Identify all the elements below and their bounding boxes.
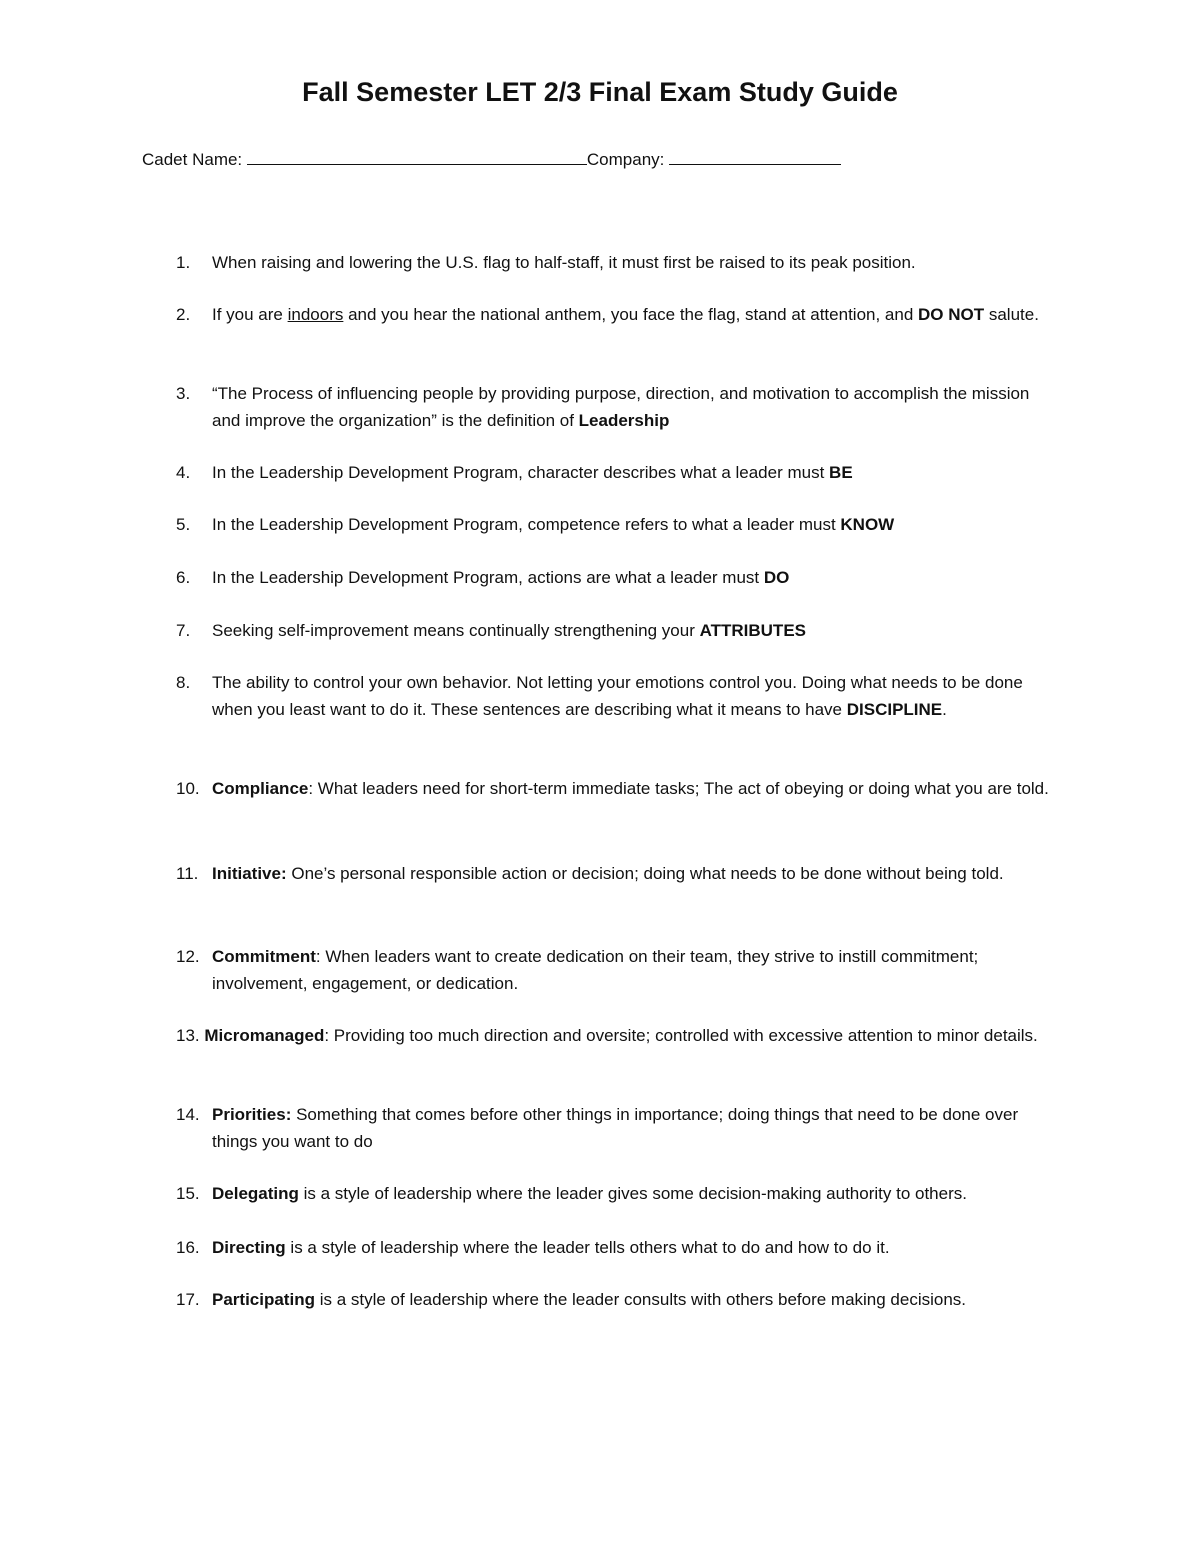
item-number: 5. xyxy=(176,515,191,534)
bold-term: KNOW xyxy=(840,515,895,534)
bold-term: Participating xyxy=(212,1290,315,1309)
cadet-name-label: Cadet Name: xyxy=(142,150,243,169)
item-text: “The Process of influencing people by providing purpose, direction, and motivation to accomplish the mission and improve the organization” is the definition of Leadership xyxy=(212,384,1030,430)
item-number: 16. xyxy=(176,1238,200,1257)
list-item xyxy=(176,1180,1056,1207)
item-text: Commitment: When leaders want to create dedication on their team, they strive to instill commitment; involvement, engagement, or dedication. xyxy=(212,947,979,993)
item-text: Directing is a style of leadership where the leader tells others what to do and how to do it. xyxy=(212,1238,890,1257)
cadet-info-line xyxy=(142,146,841,172)
bold-term: Micromanaged xyxy=(204,1026,325,1045)
item-number: 8. xyxy=(176,673,191,692)
item-number: 11. xyxy=(176,864,199,883)
bold-term: Compliance xyxy=(212,779,309,798)
company-blank[interactable] xyxy=(669,146,841,165)
bold-term: Commitment xyxy=(212,947,316,966)
list-item xyxy=(176,249,1056,276)
list-item xyxy=(176,1101,1056,1155)
item-text: In the Leadership Development Program, competence refers to what a leader must KNOW xyxy=(212,515,895,534)
bold-term: Directing xyxy=(212,1238,286,1257)
item-text: Priorities: Something that comes before other things in importance; doing things that need to be done over things you want to do xyxy=(212,1105,1019,1151)
item-number: 6. xyxy=(176,568,191,587)
bold-term: DO NOT xyxy=(918,305,985,324)
list-item xyxy=(176,380,1056,434)
item-number: 7. xyxy=(176,621,191,640)
list-item xyxy=(176,301,1056,328)
item-text: Seeking self-improvement means continually strengthening your ATTRIBUTES xyxy=(212,621,806,640)
item-text: When raising and lowering the U.S. flag to half-staff, it must first be raised to its peak position. xyxy=(212,253,916,272)
item-number: 2. xyxy=(176,305,191,324)
list-item xyxy=(176,669,1056,723)
list-item xyxy=(176,1234,1056,1261)
list-item xyxy=(176,860,1056,887)
list-item xyxy=(176,1022,1056,1049)
item-number: 17. xyxy=(176,1290,200,1309)
item-text: Delegating is a style of leadership where the leader gives some decision-making authority to others. xyxy=(212,1184,967,1203)
item-text: In the Leadership Development Program, character describes what a leader must BE xyxy=(212,463,853,482)
list-item xyxy=(176,775,1056,802)
list-item xyxy=(176,1286,1056,1313)
bold-term: DO xyxy=(763,568,790,587)
item-text: In the Leadership Development Program, actions are what a leader must DO xyxy=(212,568,790,587)
item-number: 12. xyxy=(176,947,200,966)
item-number: 14. xyxy=(176,1105,200,1124)
list-item xyxy=(176,511,1056,538)
item-number: 15. xyxy=(176,1184,200,1203)
item-number: 13. xyxy=(176,1026,200,1045)
bold-term: BE xyxy=(829,463,853,482)
page-title: Fall Semester LET 2/3 Final Exam Study Guide xyxy=(302,77,898,107)
item-number: 1. xyxy=(176,253,191,272)
item-text: Initiative: One’s personal responsible action or decision; doing what needs to be done without being told. xyxy=(212,864,1004,883)
item-number: 3. xyxy=(176,384,191,403)
underlined-term: indoors xyxy=(287,305,344,324)
bold-term: Leadership xyxy=(578,411,670,430)
bold-term: ATTRIBUTES xyxy=(699,621,806,640)
bold-term: DISCIPLINE xyxy=(846,700,943,719)
list-item xyxy=(176,459,1056,486)
bold-term: Delegating xyxy=(212,1184,299,1203)
item-text: Compliance: What leaders need for short-term immediate tasks; The act of obeying or doing what you are told. xyxy=(212,779,1049,798)
list-item xyxy=(176,564,1056,591)
item-number: 4. xyxy=(176,463,191,482)
item-text: The ability to control your own behavior. Not letting your emotions control you. Doing what needs to be done when you least want to do it. These sentences are describing what it means to have DISCIPLINE. xyxy=(212,673,1023,719)
cadet-name-blank[interactable] xyxy=(247,146,587,165)
list-item xyxy=(176,943,1056,997)
item-text: 13. Micromanaged: Providing too much direction and oversite; controlled with excessive attention to minor details. xyxy=(176,1026,1038,1045)
item-text: Participating is a style of leadership where the leader consults with others before making decisions. xyxy=(212,1290,967,1309)
bold-term: Priorities: xyxy=(212,1105,292,1124)
item-number: 10. xyxy=(176,779,200,798)
bold-term: Initiative: xyxy=(212,864,287,883)
company-label: Company: xyxy=(586,150,665,169)
item-text: If you are indoors and you hear the national anthem, you face the flag, stand at attention, and DO NOT salute. xyxy=(212,305,1039,324)
list-item xyxy=(176,617,1056,644)
